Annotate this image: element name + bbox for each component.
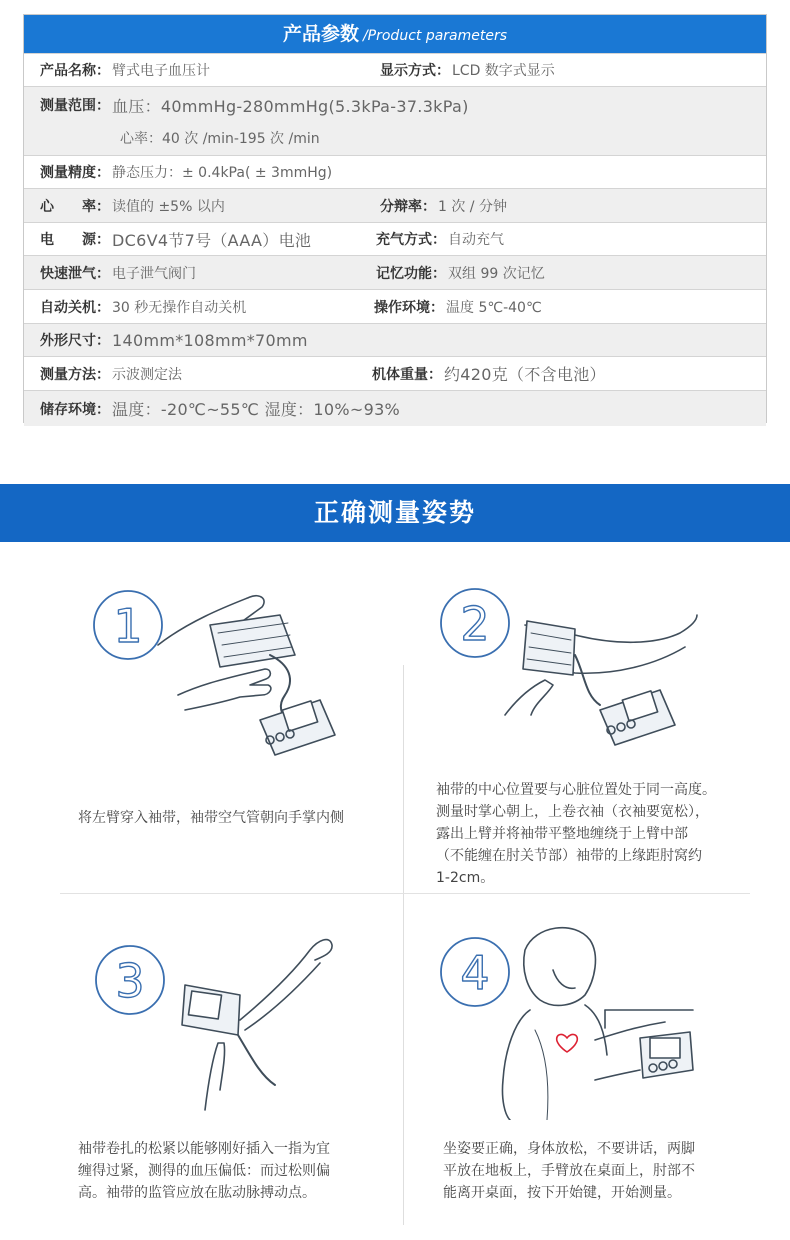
caption-line: （不能缠在肘关节部）袖带的上缘距肘窝约 bbox=[436, 848, 702, 864]
param-label: 外形尺寸： bbox=[40, 333, 110, 349]
step-4-illustration bbox=[435, 920, 715, 1120]
step-1-number: 1 bbox=[113, 599, 143, 653]
param-value-heart-rate: 心率：40 次 /min-195 次 /min bbox=[120, 131, 320, 147]
product-parameters-table bbox=[23, 14, 767, 423]
step-2-caption bbox=[436, 779, 716, 889]
param-value: 读值的 ±5% 以内 bbox=[112, 198, 225, 215]
param-label: 测量范围： bbox=[40, 98, 110, 114]
param-value: 自动充气 bbox=[448, 232, 504, 248]
param-row-storage bbox=[24, 390, 766, 426]
step-1-illustration bbox=[90, 585, 360, 770]
param-value: 电子泄气阀门 bbox=[112, 265, 196, 282]
param-label: 测量方法： bbox=[40, 366, 110, 383]
param-label: 充气方式： bbox=[376, 232, 446, 248]
param-row-power bbox=[24, 222, 766, 255]
step-3-caption bbox=[78, 1138, 330, 1204]
steps-divider-vertical bbox=[403, 665, 404, 1225]
param-value: 血压：40mmHg-280mmHg(5.3kPa-37.3kPa) bbox=[112, 96, 469, 116]
measurement-posture-banner: 正确测量姿势 bbox=[0, 484, 790, 542]
param-row-method bbox=[24, 356, 766, 390]
param-value: 约420克（不含电池） bbox=[444, 365, 606, 384]
caption-line: 袖带卷扎的松紧以能够刚好插入一指为宜 bbox=[78, 1141, 330, 1157]
param-value: 温度 5℃-40℃ bbox=[446, 299, 542, 316]
param-value: 臂式电子血压计 bbox=[112, 63, 210, 79]
param-value: 温度：-20℃~55℃ 湿度：10%~93% bbox=[112, 400, 401, 419]
param-value: 1 次 / 分钟 bbox=[438, 198, 507, 215]
param-label: 储存环境： bbox=[40, 401, 110, 418]
param-row-accuracy bbox=[24, 155, 766, 188]
step-2-number: 2 bbox=[460, 597, 490, 651]
caption-line: 缠得过紧，测得的血压偏低：而过松则偏 bbox=[78, 1163, 330, 1179]
param-label: 产品名称： bbox=[40, 63, 110, 79]
caption-line: 平放在地板上，手臂放在桌面上，肘部不 bbox=[443, 1163, 695, 1179]
caption-line: 1-2cm。 bbox=[436, 870, 495, 886]
param-label: 显示方式： bbox=[380, 63, 450, 79]
heart-icon bbox=[557, 1034, 578, 1052]
param-label: 电 源： bbox=[40, 232, 110, 248]
caption-line: 测量时掌心朝上，上卷衣袖（衣袖要宽松）， bbox=[436, 804, 709, 820]
param-row-heart-rate bbox=[24, 188, 766, 222]
caption-line: 将左臂穿入袖带，袖带空气管朝向手掌内侧 bbox=[78, 810, 344, 826]
param-label: 分辩率： bbox=[380, 198, 436, 215]
param-value: 30 秒无操作自动关机 bbox=[112, 299, 247, 316]
params-header bbox=[24, 15, 766, 53]
param-value: 静态压力：± 0.4kPa( ± 3mmHg) bbox=[112, 165, 333, 181]
param-label: 记忆功能： bbox=[376, 265, 446, 282]
param-label: 心 率： bbox=[40, 198, 110, 215]
param-row-auto-off bbox=[24, 289, 766, 323]
step-3-number: 3 bbox=[115, 954, 145, 1008]
step-1-caption bbox=[78, 807, 344, 829]
param-row-range bbox=[24, 86, 766, 155]
param-row-name bbox=[24, 53, 766, 86]
param-value: 示波测定法 bbox=[112, 366, 182, 383]
param-label: 机体重量： bbox=[372, 366, 442, 383]
params-title-zh: 产品参数 bbox=[282, 23, 359, 45]
caption-line: 高。袖带的监管应放在肱动脉搏动点。 bbox=[78, 1185, 316, 1201]
params-title-en: /Product parameters bbox=[362, 28, 508, 44]
param-row-dimensions bbox=[24, 323, 766, 356]
param-row-deflate bbox=[24, 255, 766, 289]
step-4-caption bbox=[443, 1138, 695, 1204]
caption-line: 露出上臂并将袖带平整地缠绕于上臂中部 bbox=[436, 826, 688, 842]
param-label: 快速泄气： bbox=[40, 265, 110, 282]
caption-line: 能离开桌面，按下开始键，开始测量。 bbox=[443, 1185, 681, 1201]
steps-divider-horizontal bbox=[60, 893, 750, 894]
param-label: 操作环境： bbox=[374, 299, 444, 316]
param-value: LCD 数字式显示 bbox=[452, 63, 555, 79]
param-label: 测量精度： bbox=[40, 165, 110, 181]
param-value: DC6V4节7号（AAA）电池 bbox=[112, 230, 312, 250]
step-3-illustration bbox=[90, 925, 370, 1125]
step-2-illustration bbox=[435, 585, 715, 765]
step-4-number: 4 bbox=[460, 946, 490, 1000]
param-value: 双组 99 次记忆 bbox=[448, 265, 545, 282]
caption-line: 坐姿要正确，身体放松，不要讲话，两脚 bbox=[443, 1141, 695, 1157]
param-value: 140mm*108mm*70mm bbox=[112, 330, 308, 350]
param-label: 自动关机： bbox=[40, 299, 110, 316]
caption-line: 袖带的中心位置要与心脏位置处于同一高度。 bbox=[436, 782, 716, 798]
